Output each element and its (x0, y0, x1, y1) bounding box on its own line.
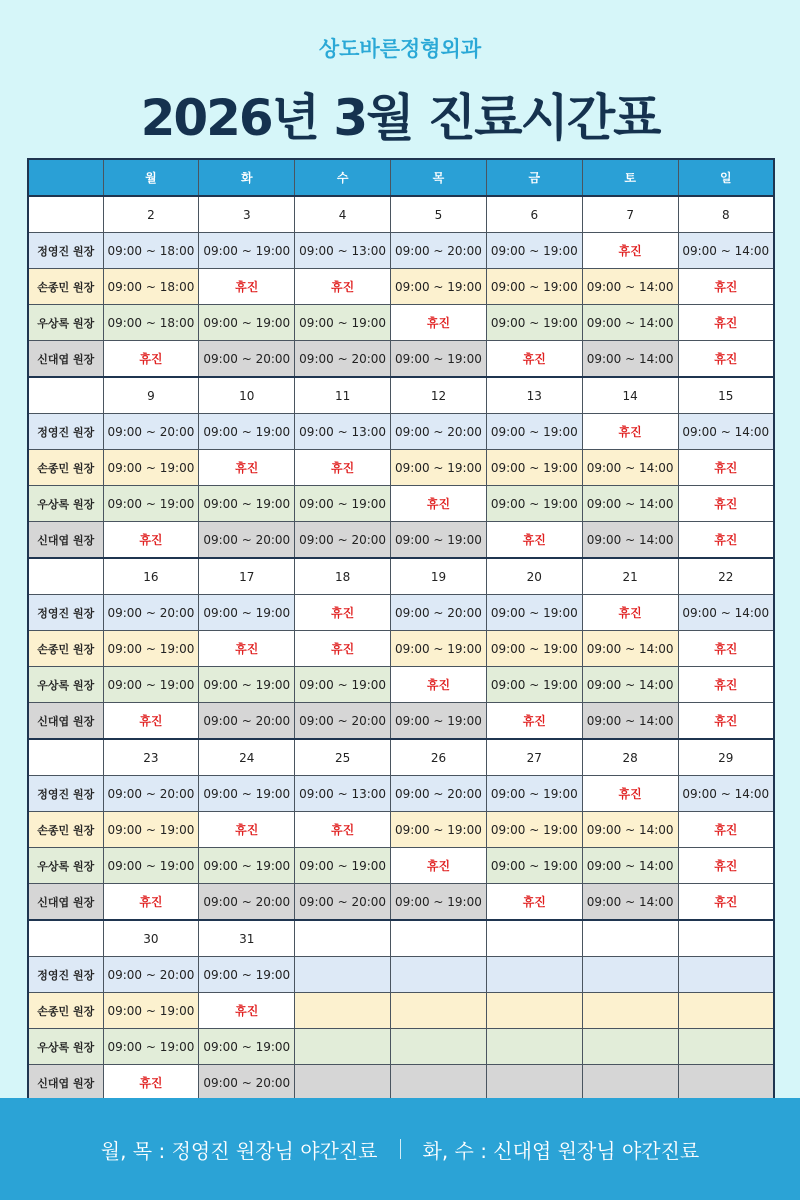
empty-cell (391, 993, 487, 1029)
empty-cell (678, 957, 774, 993)
closed-cell: 휴진 (582, 414, 678, 450)
closed-cell: 휴진 (391, 486, 487, 522)
hours-cell: 09:00 ~ 19:00 (103, 1029, 199, 1065)
date-cell (678, 920, 774, 957)
hours-cell: 09:00 ~ 20:00 (295, 341, 391, 378)
closed-cell: 휴진 (199, 993, 295, 1029)
date-cell: 13 (486, 377, 582, 414)
weekday-header-row (28, 159, 774, 196)
hours-cell: 09:00 ~ 20:00 (199, 341, 295, 378)
hours-cell: 09:00 ~ 19:00 (486, 848, 582, 884)
hours-cell: 09:00 ~ 19:00 (391, 522, 487, 559)
hours-cell: 09:00 ~ 19:00 (486, 595, 582, 631)
closed-cell: 휴진 (678, 703, 774, 740)
closed-cell: 휴진 (486, 884, 582, 921)
hours-cell: 09:00 ~ 14:00 (582, 450, 678, 486)
doctor-schedule-row (28, 1029, 774, 1065)
date-cell: 9 (103, 377, 199, 414)
doctor-schedule-row (28, 631, 774, 667)
hours-cell: 09:00 ~ 19:00 (199, 595, 295, 631)
hours-cell: 09:00 ~ 14:00 (582, 305, 678, 341)
date-row-label-cell (28, 739, 103, 776)
hours-cell: 09:00 ~ 20:00 (103, 776, 199, 812)
hours-cell: 09:00 ~ 19:00 (486, 414, 582, 450)
hours-cell: 09:00 ~ 19:00 (486, 269, 582, 305)
hours-cell: 09:00 ~ 20:00 (103, 414, 199, 450)
closed-cell: 휴진 (582, 595, 678, 631)
closed-cell: 휴진 (678, 522, 774, 559)
week-date-row (28, 196, 774, 233)
empty-cell (391, 1065, 487, 1102)
clinic-name: 상도바른정형외과 (318, 37, 482, 61)
doctor-name-cell: 손종민 원장 (28, 450, 103, 486)
hours-cell: 09:00 ~ 14:00 (582, 703, 678, 740)
hours-cell: 09:00 ~ 19:00 (199, 233, 295, 269)
hours-cell: 09:00 ~ 19:00 (103, 450, 199, 486)
hours-cell: 09:00 ~ 19:00 (486, 486, 582, 522)
date-cell: 11 (295, 377, 391, 414)
doctor-schedule-row (28, 414, 774, 450)
hours-cell: 09:00 ~ 19:00 (295, 486, 391, 522)
date-cell: 22 (678, 558, 774, 595)
date-cell: 3 (199, 196, 295, 233)
hours-cell: 09:00 ~ 20:00 (103, 595, 199, 631)
date-cell: 12 (391, 377, 487, 414)
date-cell (486, 920, 582, 957)
closed-cell: 휴진 (678, 341, 774, 378)
weekday-header: 화 (199, 159, 295, 196)
date-cell: 4 (295, 196, 391, 233)
date-cell: 31 (199, 920, 295, 957)
hours-cell: 09:00 ~ 20:00 (199, 703, 295, 740)
date-row-label-cell (28, 377, 103, 414)
closed-cell: 휴진 (582, 233, 678, 269)
closed-cell: 휴진 (582, 776, 678, 812)
doctor-schedule-row (28, 703, 774, 740)
doctor-schedule-row (28, 450, 774, 486)
empty-cell (295, 957, 391, 993)
hours-cell: 09:00 ~ 20:00 (391, 233, 487, 269)
week-date-row (28, 739, 774, 776)
doctor-name-cell: 신대엽 원장 (28, 341, 103, 378)
hours-cell: 09:00 ~ 20:00 (295, 522, 391, 559)
closed-cell: 휴진 (391, 848, 487, 884)
date-cell: 28 (582, 739, 678, 776)
closed-cell: 휴진 (103, 884, 199, 921)
empty-cell (295, 1029, 391, 1065)
empty-cell (486, 1065, 582, 1102)
date-cell (295, 920, 391, 957)
hours-cell: 09:00 ~ 19:00 (103, 486, 199, 522)
footer-note-left: 월, 목 : 정영진 원장님 야간진료 (100, 1138, 378, 1163)
week-date-row (28, 920, 774, 957)
doctor-name-cell: 신대엽 원장 (28, 1065, 103, 1102)
hours-cell: 09:00 ~ 19:00 (486, 667, 582, 703)
date-cell: 23 (103, 739, 199, 776)
closed-cell: 휴진 (199, 631, 295, 667)
doctor-schedule-row (28, 884, 774, 921)
empty-cell (391, 957, 487, 993)
closed-cell: 휴진 (103, 522, 199, 559)
hours-cell: 09:00 ~ 19:00 (486, 233, 582, 269)
closed-cell: 휴진 (199, 269, 295, 305)
hours-cell: 09:00 ~ 14:00 (678, 595, 774, 631)
empty-cell (582, 993, 678, 1029)
closed-cell: 휴진 (678, 305, 774, 341)
schedule-body (28, 196, 774, 1101)
closed-cell: 휴진 (391, 667, 487, 703)
doctor-schedule-row (28, 486, 774, 522)
date-cell: 25 (295, 739, 391, 776)
hours-cell: 09:00 ~ 19:00 (103, 812, 199, 848)
date-cell: 8 (678, 196, 774, 233)
doctor-schedule-row (28, 667, 774, 703)
hours-cell: 09:00 ~ 18:00 (103, 269, 199, 305)
empty-cell (678, 993, 774, 1029)
closed-cell: 휴진 (199, 812, 295, 848)
date-cell: 24 (199, 739, 295, 776)
hours-cell: 09:00 ~ 13:00 (295, 414, 391, 450)
closed-cell: 휴진 (199, 450, 295, 486)
doctor-name-cell: 정영진 원장 (28, 233, 103, 269)
hours-cell: 09:00 ~ 19:00 (486, 631, 582, 667)
date-row-label-cell (28, 920, 103, 957)
doctor-name-cell: 우상록 원장 (28, 848, 103, 884)
doctor-name-cell: 신대엽 원장 (28, 522, 103, 559)
date-row-label-cell (28, 196, 103, 233)
hours-cell: 09:00 ~ 19:00 (391, 812, 487, 848)
weekday-header: 수 (295, 159, 391, 196)
hours-cell: 09:00 ~ 19:00 (295, 667, 391, 703)
weekday-header: 금 (486, 159, 582, 196)
closed-cell: 휴진 (295, 269, 391, 305)
doctor-name-cell: 손종민 원장 (28, 631, 103, 667)
doctor-name-cell: 우상록 원장 (28, 486, 103, 522)
closed-cell: 휴진 (678, 884, 774, 921)
hours-cell: 09:00 ~ 20:00 (199, 522, 295, 559)
hours-cell: 09:00 ~ 14:00 (582, 522, 678, 559)
doctor-name-cell: 정영진 원장 (28, 957, 103, 993)
hours-cell: 09:00 ~ 20:00 (103, 957, 199, 993)
closed-cell: 휴진 (295, 450, 391, 486)
hours-cell: 09:00 ~ 19:00 (103, 848, 199, 884)
closed-cell: 휴진 (103, 341, 199, 378)
corner-header-cell (28, 159, 103, 196)
weekday-header: 월 (103, 159, 199, 196)
date-cell: 27 (486, 739, 582, 776)
hours-cell: 09:00 ~ 19:00 (486, 776, 582, 812)
closed-cell: 휴진 (678, 667, 774, 703)
hours-cell: 09:00 ~ 19:00 (391, 703, 487, 740)
hours-cell: 09:00 ~ 19:00 (391, 269, 487, 305)
date-cell: 18 (295, 558, 391, 595)
doctor-name-cell: 우상록 원장 (28, 305, 103, 341)
empty-cell (295, 1065, 391, 1102)
hours-cell: 09:00 ~ 19:00 (103, 667, 199, 703)
hours-cell: 09:00 ~ 19:00 (295, 305, 391, 341)
schedule-table (27, 158, 775, 1102)
date-cell: 5 (391, 196, 487, 233)
closed-cell: 휴진 (295, 812, 391, 848)
hours-cell: 09:00 ~ 14:00 (582, 884, 678, 921)
doctor-schedule-row (28, 522, 774, 559)
hours-cell: 09:00 ~ 19:00 (199, 776, 295, 812)
closed-cell: 휴진 (486, 341, 582, 378)
date-cell: 29 (678, 739, 774, 776)
date-cell: 26 (391, 739, 487, 776)
weekday-header: 일 (678, 159, 774, 196)
hours-cell: 09:00 ~ 19:00 (391, 631, 487, 667)
hours-cell: 09:00 ~ 20:00 (391, 414, 487, 450)
week-date-row (28, 377, 774, 414)
doctor-schedule-row (28, 341, 774, 378)
hours-cell: 09:00 ~ 20:00 (295, 703, 391, 740)
hours-cell: 09:00 ~ 19:00 (199, 414, 295, 450)
night-clinic-footer (0, 1098, 800, 1200)
closed-cell: 휴진 (295, 595, 391, 631)
hours-cell: 09:00 ~ 14:00 (582, 667, 678, 703)
hours-cell: 09:00 ~ 19:00 (295, 848, 391, 884)
date-cell (582, 920, 678, 957)
closed-cell: 휴진 (678, 848, 774, 884)
hours-cell: 09:00 ~ 13:00 (295, 233, 391, 269)
hours-cell: 09:00 ~ 20:00 (391, 776, 487, 812)
doctor-schedule-row (28, 1065, 774, 1102)
closed-cell: 휴진 (678, 450, 774, 486)
weekday-header: 목 (391, 159, 487, 196)
closed-cell: 휴진 (486, 522, 582, 559)
doctor-schedule-row (28, 595, 774, 631)
hours-cell: 09:00 ~ 19:00 (199, 848, 295, 884)
doctor-schedule-row (28, 957, 774, 993)
closed-cell: 휴진 (678, 269, 774, 305)
doctor-name-cell: 정영진 원장 (28, 776, 103, 812)
doctor-name-cell: 정영진 원장 (28, 414, 103, 450)
doctor-schedule-row (28, 776, 774, 812)
hours-cell: 09:00 ~ 19:00 (199, 957, 295, 993)
hours-cell: 09:00 ~ 19:00 (199, 667, 295, 703)
closed-cell: 휴진 (486, 703, 582, 740)
empty-cell (678, 1029, 774, 1065)
doctor-name-cell: 손종민 원장 (28, 269, 103, 305)
empty-cell (391, 1029, 487, 1065)
empty-cell (486, 1029, 582, 1065)
date-cell: 21 (582, 558, 678, 595)
empty-cell (582, 957, 678, 993)
hours-cell: 09:00 ~ 14:00 (582, 486, 678, 522)
hours-cell: 09:00 ~ 14:00 (582, 341, 678, 378)
empty-cell (486, 993, 582, 1029)
date-cell: 19 (391, 558, 487, 595)
hours-cell: 09:00 ~ 19:00 (391, 884, 487, 921)
doctor-schedule-row (28, 993, 774, 1029)
closed-cell: 휴진 (103, 703, 199, 740)
hours-cell: 09:00 ~ 14:00 (678, 233, 774, 269)
empty-cell (582, 1065, 678, 1102)
date-cell: 20 (486, 558, 582, 595)
date-row-label-cell (28, 558, 103, 595)
hours-cell: 09:00 ~ 14:00 (678, 776, 774, 812)
empty-cell (582, 1029, 678, 1065)
page-title: 2026년 3월 진료시간표 (140, 89, 660, 147)
hours-cell: 09:00 ~ 19:00 (199, 486, 295, 522)
date-cell: 15 (678, 377, 774, 414)
hours-cell: 09:00 ~ 19:00 (391, 450, 487, 486)
closed-cell: 휴진 (678, 631, 774, 667)
hours-cell: 09:00 ~ 20:00 (199, 1065, 295, 1102)
doctor-name-cell: 손종민 원장 (28, 812, 103, 848)
empty-cell (295, 993, 391, 1029)
hours-cell: 09:00 ~ 14:00 (582, 631, 678, 667)
weekday-header: 토 (582, 159, 678, 196)
closed-cell: 휴진 (295, 631, 391, 667)
date-cell: 14 (582, 377, 678, 414)
week-date-row (28, 558, 774, 595)
hours-cell: 09:00 ~ 19:00 (103, 993, 199, 1029)
doctor-name-cell: 신대엽 원장 (28, 884, 103, 921)
footer-divider (400, 1139, 401, 1159)
doctor-name-cell: 정영진 원장 (28, 595, 103, 631)
hours-cell: 09:00 ~ 19:00 (391, 341, 487, 378)
doctor-name-cell: 신대엽 원장 (28, 703, 103, 740)
doctor-name-cell: 손종민 원장 (28, 993, 103, 1029)
empty-cell (678, 1065, 774, 1102)
empty-cell (486, 957, 582, 993)
date-cell: 6 (486, 196, 582, 233)
hours-cell: 09:00 ~ 19:00 (486, 812, 582, 848)
hours-cell: 09:00 ~ 19:00 (486, 305, 582, 341)
closed-cell: 휴진 (103, 1065, 199, 1102)
date-cell: 10 (199, 377, 295, 414)
date-cell: 16 (103, 558, 199, 595)
hours-cell: 09:00 ~ 18:00 (103, 305, 199, 341)
hours-cell: 09:00 ~ 19:00 (199, 1029, 295, 1065)
hours-cell: 09:00 ~ 18:00 (103, 233, 199, 269)
hours-cell: 09:00 ~ 19:00 (199, 305, 295, 341)
date-cell: 17 (199, 558, 295, 595)
closed-cell: 휴진 (678, 486, 774, 522)
closed-cell: 휴진 (391, 305, 487, 341)
doctor-name-cell: 우상록 원장 (28, 667, 103, 703)
doctor-schedule-row (28, 233, 774, 269)
doctor-schedule-row (28, 812, 774, 848)
doctor-schedule-row (28, 848, 774, 884)
hours-cell: 09:00 ~ 19:00 (486, 450, 582, 486)
hours-cell: 09:00 ~ 20:00 (199, 884, 295, 921)
date-cell: 7 (582, 196, 678, 233)
date-cell: 2 (103, 196, 199, 233)
hours-cell: 09:00 ~ 14:00 (582, 848, 678, 884)
doctor-name-cell: 우상록 원장 (28, 1029, 103, 1065)
hours-cell: 09:00 ~ 14:00 (678, 414, 774, 450)
doctor-schedule-row (28, 269, 774, 305)
hours-cell: 09:00 ~ 20:00 (295, 884, 391, 921)
date-cell (391, 920, 487, 957)
doctor-schedule-row (28, 305, 774, 341)
hours-cell: 09:00 ~ 13:00 (295, 776, 391, 812)
hours-cell: 09:00 ~ 14:00 (582, 812, 678, 848)
closed-cell: 휴진 (678, 812, 774, 848)
hours-cell: 09:00 ~ 20:00 (391, 595, 487, 631)
date-cell: 30 (103, 920, 199, 957)
hours-cell: 09:00 ~ 19:00 (103, 631, 199, 667)
hours-cell: 09:00 ~ 14:00 (582, 269, 678, 305)
footer-note-right: 화, 수 : 신대엽 원장님 야간진료 (422, 1138, 700, 1163)
